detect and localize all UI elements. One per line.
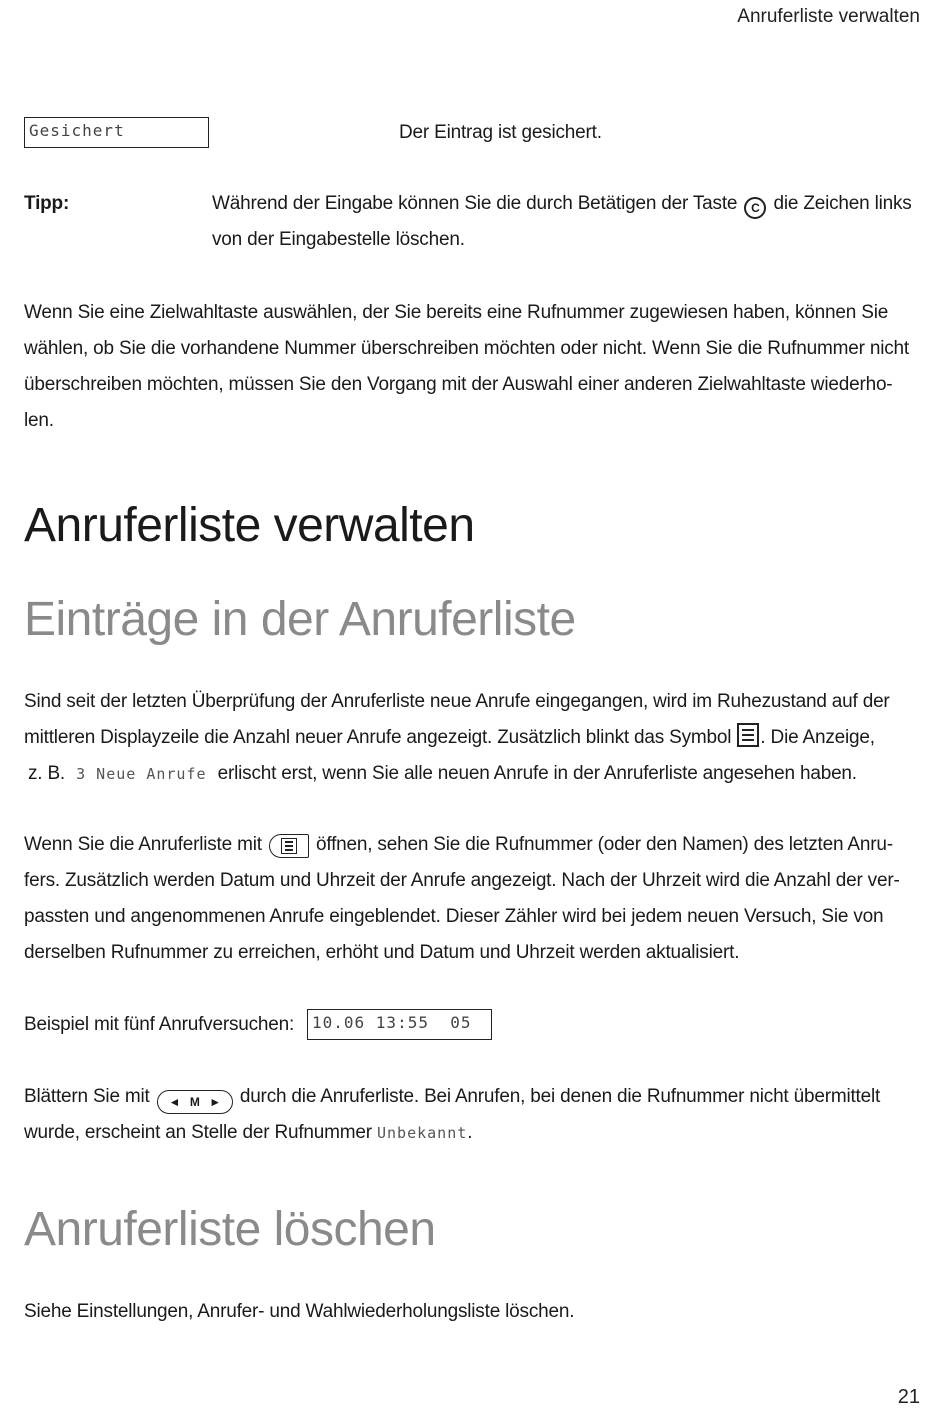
paragraph-browse [24,1079,934,1151]
section-title: Anruferliste verwalten [24,499,475,552]
paragraph-delete: Siehe Einstellungen, Anrufer- und Wahlwiederholungsliste löschen. [24,1301,575,1322]
tip-text-after: die Zeichen links [773,193,912,214]
paragraph-line: len. [24,410,54,431]
navigation-key-icon [157,1090,233,1114]
paragraph-line [24,1115,934,1151]
running-header: Anruferliste verwalten [737,6,920,27]
paragraph-line [24,720,934,756]
arrow-right-icon: ► [209,1095,221,1109]
menu-key-label: M [189,1095,200,1109]
text-span: öffnen, sehen Sie die Rufnummer (oder den Namen) des letzten Anru- [315,834,893,855]
text-span: durch die Anruferliste. Bei Anrufen, bei denen die Rufnummer nicht übermittelt [239,1086,881,1107]
lcd-new-calls: 3 Neue Anrufe [76,765,207,783]
text-span: mittleren Displayzeile die Anzahl neuer Anrufe angezeigt. Zusätzlich blinkt das Symbol [24,727,732,748]
text-span: . [467,1122,473,1143]
lcd-unknown: Unbekannt [376,1124,468,1142]
paragraph-line: passten und angenommenen Anrufe eingeblendet. Dieser Zähler wird bei jedem neuen Versuch, Sie von [24,906,884,927]
text-span: z. B. [28,763,66,784]
call-list-key-icon [269,834,309,858]
text-span: Wenn Sie die Anruferliste mit [24,834,262,855]
text-span: wurde, erscheint an Stelle der Rufnummer [24,1122,372,1143]
paragraph-line: überschreiben möchten, müssen Sie den Vorgang mit der Auswahl einer anderen Zielwahltaste wiederho- [24,374,893,395]
paragraph-zielwahl [24,295,934,439]
paragraph-line [24,1079,934,1115]
paragraph-line: fers. Zusätzlich werden Datum und Uhrzeit der Anrufe angezeigt. Nach der Uhrzeit wird die Anzahl der ver- [24,870,900,891]
text-span: erlischt erst, wenn Sie alle neuen Anrufe in der Anruferliste angesehen haben. [217,763,857,784]
paragraph-open-list [24,827,934,971]
c-key-icon: C [744,197,766,219]
tip-line-1 [212,186,932,222]
call-list-symbol-icon [737,723,759,747]
paragraph-line: Wenn Sie eine Zielwahltaste auswählen, der Sie bereits eine Rufnummer zugewiesen haben, können Sie [24,302,889,323]
paragraph-line: Sind seit der letzten Überprüfung der Anruferliste neue Anrufe eingegangen, wird im Ruhezustand auf der [24,691,890,712]
tip-line-2: von der Eingabestelle löschen. [212,229,465,250]
subsection-title-entries: Einträge in der Anruferliste [24,593,576,646]
tip-text-before: Während der Eingabe können Sie die durch Betätigen der Taste [212,193,738,214]
tip-label: Tipp: [24,193,70,214]
lcd-display-saved: Gesichert [24,117,209,148]
paragraph-new-calls [24,684,934,792]
page-number: 21 [897,1386,920,1408]
text-span: . Die Anzeige, [760,727,875,748]
lcd-display-example: 10.06 13:55 05 [307,1009,492,1040]
paragraph-line [24,756,934,792]
subsection-title-delete: Anruferliste löschen [24,1203,436,1256]
paragraph-line: wählen, ob Sie die vorhandene Nummer überschreiben möchten oder nicht. Wenn Sie die Rufnummer nicht [24,338,909,359]
paragraph-line: derselben Rufnummer zu erreichen, erhöht und Datum und Uhrzeit werden aktualisiert. [24,942,740,963]
saved-description: Der Eintrag ist gesichert. [399,122,602,143]
paragraph-line [24,827,934,863]
arrow-left-icon: ◄ [168,1095,181,1109]
example-label: Beispiel mit fünf Anrufversuchen: [24,1014,295,1035]
text-span: Blättern Sie mit [24,1086,150,1107]
tip-text [212,186,932,258]
call-list-key-inner [281,838,297,854]
